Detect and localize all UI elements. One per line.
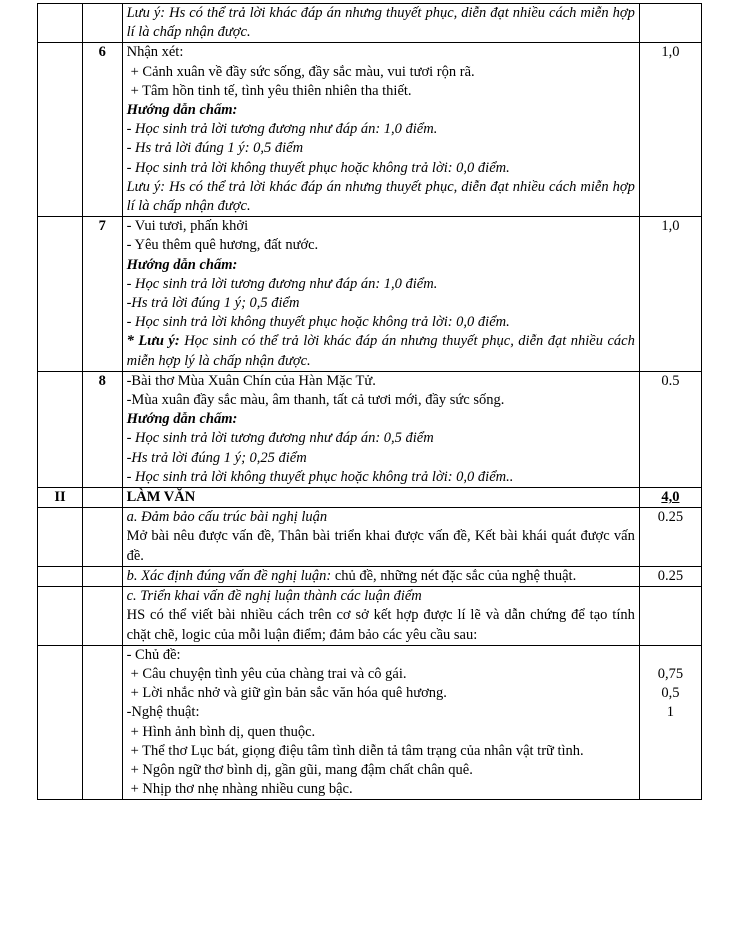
grading-note: Lưu ý: Hs có thể trả lời khác đáp án nhưng thuyết phục, diễn đạt nhiều cách miễn hợp lí là chấp nhận được. [126,178,635,215]
grading-guide-line: - Học sinh trả lời tương đương như đáp án: 1,0 điểm. [126,121,438,138]
answer-line: -Bài thơ Mùa Xuân Chín của Hàn Mặc Tử. [126,372,376,389]
score-value: 1,0 [639,217,701,372]
criterion-label: b. Xác định đúng vấn đề nghị luận: [126,567,332,584]
answer-line: - Vui tươi, phấn khởi [126,218,249,235]
answer-cell [122,645,639,800]
criterion-label: c. Triển khai vấn đề nghị luận thành các luận điểm [126,588,422,605]
score-value: 0,75 [657,665,684,682]
question-cell [82,587,122,646]
grading-guide-line: - Học sinh trả lời không thuyết phục hoặc không trả lời: 0,0 điểm. [126,314,510,331]
grading-guide-line: -Hs trả lời đúng 1 ý; 0,5 điểm [126,295,300,312]
score-cell [639,4,701,43]
section-title: LÀM VĂN [122,488,639,508]
question-cell [82,645,122,800]
grading-guide-title: Hướng dẫn chấm: [126,256,238,273]
answer-line: + Tâm hồn tinh tế, tình yêu thiên nhiên tha thiết. [130,82,412,99]
answer-cell [122,217,639,372]
answer-line: + Thể thơ Lục bát, giọng điệu tâm tình diễn tả tâm trạng của nhân vật trữ tình. [130,742,584,759]
answer-key-table [37,3,702,800]
answer-cell [122,566,639,586]
score-value: 0.25 [639,566,701,586]
grading-guide-line: - Học sinh trả lời tương đương như đáp án: 0,5 điểm [126,430,434,447]
score-value: 0.25 [639,508,701,567]
table-row [38,508,702,567]
score-spacer [644,646,697,665]
question-number: 6 [82,43,122,217]
table-row [38,488,702,508]
grading-guide-line: - Học sinh trả lời tương đương như đáp án: 1,0 điểm. [126,275,438,292]
table-row [38,587,702,646]
part-number: II [38,488,83,508]
grading-guide-line: -Hs trả lời đúng 1 ý; 0,25 điểm [126,449,307,466]
score-cell [639,645,701,800]
answer-line: -Mùa xuân đầy sắc màu, âm thanh, tất cả tươi mới, đầy sức sống. [126,392,505,409]
grading-guide-line: - Hs trả lời đúng 1 ý: 0,5 điểm [126,140,304,157]
criterion-label: a. Đảm bảo cấu trúc bài nghị luận [126,509,328,526]
note-text: Học sinh có thể trả lời khác đáp án nhưng thuyết phục, diễn đạt nhiều cách miễn hợp lý là chấp nhận được. [126,333,635,369]
answer-cell: Lưu ý: Hs có thể trả lời khác đáp án nhưng thuyết phục, diễn đạt nhiều cách miễn hợp lí là chấp nhận được. [122,4,639,43]
table-row [38,43,702,217]
section-score: 4,0 [661,489,680,506]
part-cell [38,566,83,586]
score-value: 0,5 [661,685,680,702]
note-label: * Lưu ý: [126,333,180,350]
score-cell [639,587,701,646]
part-cell [38,645,83,800]
part-cell [38,217,83,372]
score-value: 1,0 [639,43,701,217]
answer-line: + Câu chuyện tình yêu của chàng trai và cô gái. [130,665,407,682]
answer-line: - Yêu thêm quê hương, đất nước. [126,237,319,254]
grading-guide-title: Hướng dẫn chấm: [126,411,238,428]
part-cell [38,587,83,646]
score-value: 1 [666,704,675,721]
part-cell [38,4,83,43]
question-cell [82,508,122,567]
grading-guide-line: - Học sinh trả lời không thuyết phục hoặc không trả lời: 0,0 điểm. [126,159,510,176]
question-number: 8 [82,371,122,487]
table-row [38,4,702,43]
part-cell [38,43,83,217]
criterion-text: Mở bài nêu được vấn đề, Thân bài triển khai được vấn đề, Kết bài khái quát được vấn đề. [126,528,635,564]
grading-guide-line: - Học sinh trả lời không thuyết phục hoặc không trả lời: 0,0 điểm.. [126,468,514,485]
table-row [38,217,702,372]
grading-note [127,332,635,370]
criterion-text: HS có thể viết bài nhiều cách trên cơ sở kết hợp được lí lẽ và dẫn chứng để tạo tính chặt chẽ, logic của mỗi luận điểm; đảm bảo các yêu cầu sau: [126,607,635,643]
answer-cell [122,43,639,217]
part-cell [38,508,83,567]
question-cell [82,488,122,508]
answer-line: - Chủ đề: [126,646,181,663]
table-row [38,645,702,800]
answer-line: + Cảnh xuân về đầy sức sống, đầy sắc màu, vui tươi rộn rã. [130,63,475,80]
answer-line: -Nghệ thuật: [126,704,200,721]
answer-line: Nhận xét: [126,44,184,61]
score-value [639,488,701,508]
answer-line: + Nhịp thơ nhẹ nhàng nhiều cung bậc. [130,781,353,798]
answer-cell [122,371,639,487]
question-cell [82,4,122,43]
table-row [38,371,702,487]
part-cell [38,371,83,487]
answer-line: + Lời nhắc nhở và giữ gìn bản sắc văn hóa quê hương. [130,685,447,702]
table-row [38,566,702,586]
answer-line: + Hình ảnh bình dị, quen thuộc. [130,723,316,740]
grading-guide-title: Hướng dẫn chấm: [126,102,238,119]
question-number: 7 [82,217,122,372]
criterion-text: chủ đề, những nét đặc sắc của nghệ thuật. [331,567,577,584]
answer-line: + Ngôn ngữ thơ bình dị, gần gũi, mang đậm chất chân quê. [130,761,473,778]
score-value: 0.5 [639,371,701,487]
question-cell [82,566,122,586]
answer-cell [122,587,639,646]
answer-cell [122,508,639,567]
